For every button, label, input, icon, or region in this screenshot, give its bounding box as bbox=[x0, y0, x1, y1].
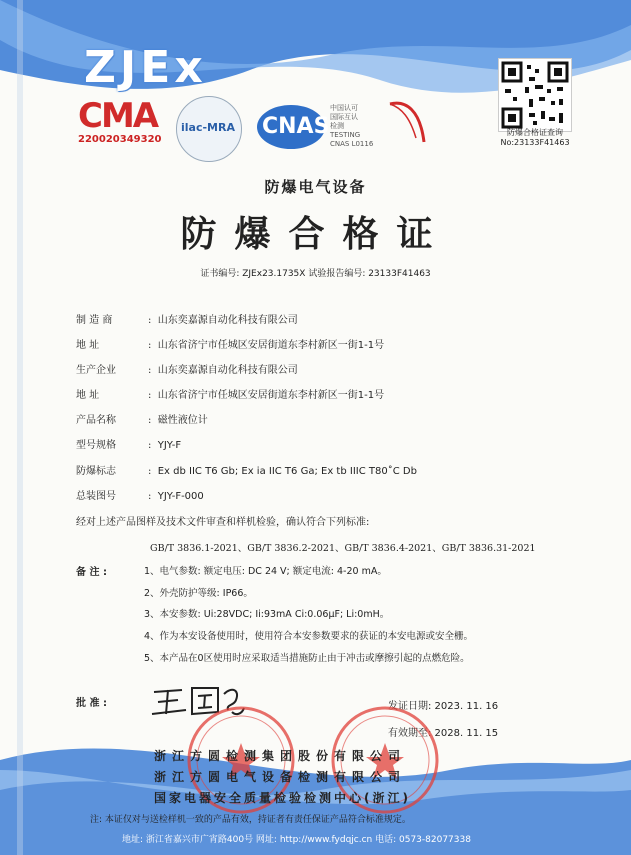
field-value: 山东奕嘉源自动化科技有限公司 bbox=[157, 315, 298, 326]
cnas-side-line: CNAS L0116 bbox=[330, 140, 374, 148]
issuer-line: 浙江方圆电气设备检测有限公司 bbox=[154, 770, 407, 784]
field-label: 型号规格 bbox=[76, 440, 116, 451]
field-separator: : bbox=[148, 491, 152, 502]
field-label: 地 址 bbox=[76, 340, 100, 351]
cnas-side-line: TESTING bbox=[330, 131, 361, 139]
field-value: YJY-F bbox=[157, 440, 182, 451]
ilac-mark: ilac-MRA bbox=[181, 121, 235, 134]
confirmation-text: 经对上述产品图样及技术文件审查和样机检验，确认符合下列标准: bbox=[76, 517, 370, 528]
field-label: 防爆标志 bbox=[76, 466, 116, 477]
field-value: 山东省济宁市任城区安居街道东李村新区一街1-1号 bbox=[157, 390, 385, 401]
cnas-mark: CNAS bbox=[262, 114, 330, 139]
cnas-side-line: 检测 bbox=[330, 122, 344, 130]
note-item: 3、本安参数: Ui:28VDC; Ii:93mA Ci:0.06μF; Li:0mH。 bbox=[144, 609, 390, 620]
notes-label bbox=[76, 563, 107, 578]
note-item: 4、作为本安设备使用时，使用符合本安参数要求的获证的本安电源或安全栅。 bbox=[144, 631, 474, 642]
cma-logo bbox=[78, 96, 168, 145]
standards-list: GB/T 3836.1-2021、GB/T 3836.2-2021、GB/T 3836.4-2021、GB/T 3836.31-2021 bbox=[150, 543, 536, 554]
qr-code[interactable] bbox=[498, 58, 572, 132]
document-subtitle: 防爆电气设备 bbox=[264, 178, 367, 196]
notes-label-text: 备 注 bbox=[76, 567, 100, 578]
qr-label bbox=[490, 128, 580, 148]
issuer-line: 浙江方圆检测集团股份有限公司 bbox=[154, 749, 407, 763]
field-value: YJY-F-000 bbox=[157, 491, 204, 502]
field-separator: : bbox=[148, 390, 152, 401]
field-label: 生产企业 bbox=[76, 365, 116, 376]
cma-mark: CMA bbox=[78, 96, 158, 136]
qr-caption: 防爆合格证查询 bbox=[507, 128, 563, 137]
cma-number: 220020349320 bbox=[78, 134, 162, 145]
field-row-model bbox=[76, 436, 181, 451]
field-label: 产品名称 bbox=[76, 415, 116, 426]
note-item: 2、外壳防护等级: IP66。 bbox=[144, 588, 253, 599]
field-row-address-1 bbox=[76, 336, 384, 351]
field-row-drawing-number bbox=[76, 487, 204, 502]
footnote: 注: 本证仅对与送检样机一致的产品有效，持证者有责任保证产品符合标准规定。 bbox=[90, 815, 411, 825]
field-separator: : bbox=[102, 698, 107, 709]
issuer-line: 国家电器安全质量检验检测中心(浙江) bbox=[154, 791, 411, 805]
cnas-side-line: 国际互认 bbox=[330, 113, 358, 121]
cnas-side-line: 中国认可 bbox=[330, 104, 358, 112]
field-row-producer bbox=[76, 361, 298, 376]
field-separator: : bbox=[102, 567, 107, 578]
field-separator: : bbox=[148, 340, 152, 351]
certificate-number-line: 证书编号: ZJEx23.1735X 试验报告编号: 23133F41463 bbox=[200, 269, 431, 279]
accreditation-logos bbox=[78, 96, 458, 166]
approval-label-text: 批 准 bbox=[76, 698, 100, 709]
field-value: 磁性液位计 bbox=[157, 415, 208, 426]
issue-date: 发证日期: 2023. 11. 16 bbox=[388, 701, 499, 712]
field-label: 总装图号 bbox=[76, 491, 116, 502]
field-row-manufacturer bbox=[76, 311, 298, 326]
field-separator: : bbox=[148, 365, 152, 376]
field-separator: : bbox=[148, 466, 152, 477]
ilac-mra-logo bbox=[176, 96, 242, 162]
field-value: 山东奕嘉源自动化科技有限公司 bbox=[157, 365, 298, 376]
note-item: 1、电气参数: 额定电压: DC 24 V; 额定电流: 4-20 mA。 bbox=[144, 566, 387, 577]
field-separator: : bbox=[148, 440, 152, 451]
cnas-side-text bbox=[330, 104, 373, 149]
field-value: 山东省济宁市任城区安居街道东李村新区一街1-1号 bbox=[157, 340, 385, 351]
field-row-address-2 bbox=[76, 386, 384, 401]
field-label: 地 址 bbox=[76, 390, 100, 401]
field-value: Ex db IIC T6 Gb; Ex ia IIC T6 Ga; Ex tb IIIC T80˚C Db bbox=[157, 466, 417, 477]
note-item: 5、本产品在0区使用时应采取适当措施防止由于冲击或摩擦引起的点燃危险。 bbox=[144, 653, 470, 664]
brand-logo-text: ZJEx bbox=[84, 42, 207, 93]
footer-address: 地址: 浙江省嘉兴市广宵路400号 网址: http://www.fydqjc.cn 电话: 0573-82077338 bbox=[122, 835, 471, 845]
field-row-product-name bbox=[76, 411, 208, 426]
ex-swoosh-icon bbox=[386, 98, 430, 148]
field-separator: : bbox=[148, 415, 152, 426]
field-label: 制 造 商 bbox=[76, 315, 113, 326]
valid-until-date: 有效期至: 2028. 11. 15 bbox=[388, 728, 499, 739]
field-separator: : bbox=[148, 315, 152, 326]
field-row-ex-marking bbox=[76, 462, 417, 477]
qr-number: No:23133F41463 bbox=[500, 138, 570, 147]
document-title: 防爆合格证 bbox=[180, 214, 451, 255]
approval-label bbox=[76, 694, 107, 709]
